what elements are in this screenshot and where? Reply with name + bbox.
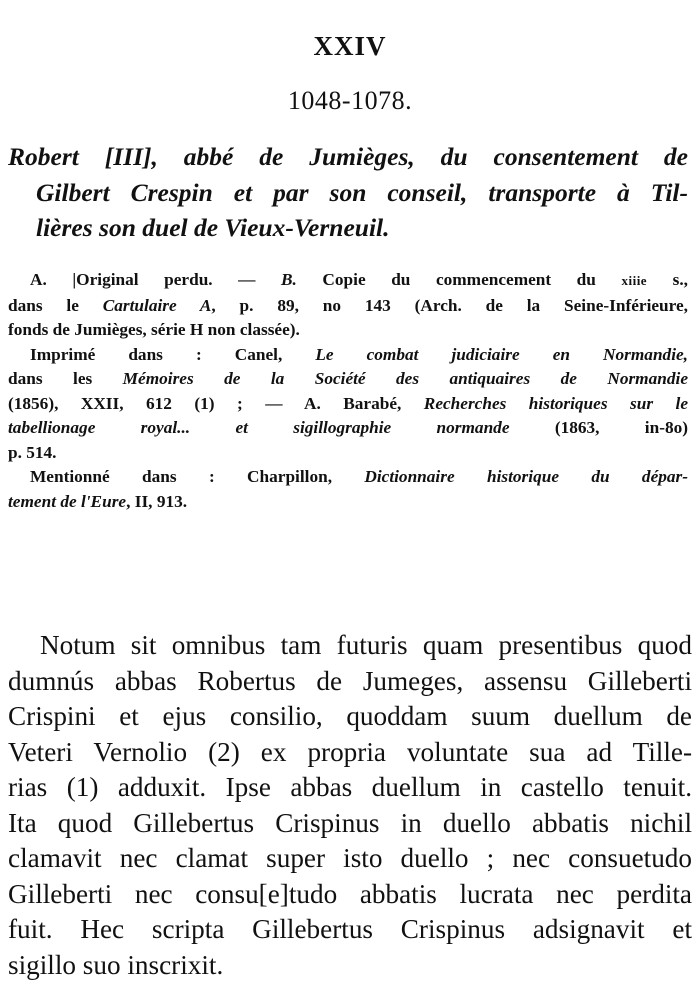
charter-line: Gilleberti nec consu[e]tudo abbatis lucrata nec perdita bbox=[8, 878, 692, 909]
charter-line: fuit. Hec scripta Gillebertus Crispinus adsignavit et bbox=[8, 914, 692, 944]
apparatus-line bbox=[8, 367, 688, 392]
charter-line: Notum sit omnibus tam futuris quam presentibus quod bbox=[40, 630, 692, 660]
charter-line: Ita quod Gillebertus Crispinus in duello abbatis nichil bbox=[8, 807, 692, 838]
charter-date: 1048-1078. bbox=[287, 86, 413, 115]
mentioned-title: Dictionnaire historique du dépar- bbox=[364, 467, 688, 486]
apparatus-line bbox=[8, 392, 688, 417]
apparatus-line bbox=[8, 343, 688, 368]
apparatus-line bbox=[8, 416, 688, 441]
charter-number: XXIV bbox=[313, 31, 387, 61]
summary-line: Gilbert Crespin et par son conseil, transporte à Til- bbox=[36, 177, 688, 207]
charter-line: Crispini et ejus consilio, quoddam suum duellum de bbox=[8, 701, 692, 731]
apparatus-text: Mentionné dans : Charpillon, bbox=[30, 467, 365, 486]
printed-title: tabellionage royal... et sigillographie normande bbox=[8, 418, 510, 437]
apparatus-line bbox=[8, 441, 688, 466]
apparatus-text: Copie du commencement du bbox=[296, 270, 622, 289]
apparatus-text: dans le bbox=[8, 295, 103, 315]
apparatus-text: s., bbox=[647, 270, 689, 289]
charter-line: Veteri Vernolio (2) ex propria voluntate sua ad Tille- bbox=[8, 736, 692, 767]
charter-line: rias (1) adduxit. Ipse abbas duellum in castello tenuit. bbox=[8, 772, 692, 802]
charter-text bbox=[8, 628, 692, 983]
charter-line: dumnús abbas Robertus de Jumeges, assensu Gilleberti bbox=[8, 665, 692, 696]
summary-line: Robert [III], abbé de Jumièges, du consentement de bbox=[8, 142, 688, 171]
source-a: A. |Original perdu. — bbox=[30, 270, 282, 289]
apparatus-text: , p. 89, no 143 (Arch. de la Seine-Inférieure, bbox=[211, 295, 688, 315]
printed-title: Mémoires de la Société des antiquaires de Normandie bbox=[122, 369, 688, 388]
mentioned-title: tement de l'Eure bbox=[8, 491, 127, 511]
printed-title: Le combat judiciaire en Normandie, bbox=[315, 344, 688, 364]
printed-title: Recherches historiques sur le bbox=[423, 393, 688, 413]
apparatus-line bbox=[8, 318, 688, 343]
apparatus-text: (1863, in-8o) bbox=[509, 418, 688, 437]
apparatus-text: , II, 913. bbox=[126, 491, 188, 511]
apparatus-text: dans les bbox=[8, 369, 123, 388]
charter-summary bbox=[8, 139, 688, 246]
charter-line: clamavit nec clamat super isto duello ; nec consuetudo bbox=[8, 843, 692, 873]
cartulaire-title: Cartulaire A bbox=[102, 295, 212, 315]
charter-line: sigillo suo inscrixit. bbox=[8, 949, 224, 980]
summary-line: lières son duel de Vieux-Verneuil. bbox=[36, 213, 390, 242]
apparatus-text: Imprimé dans : Canel, bbox=[30, 344, 316, 364]
apparatus-text: (1856), XXII, 612 (1) ; — A. Barabé, bbox=[8, 393, 424, 413]
source-b-label: B. bbox=[281, 270, 297, 289]
century: xiiie bbox=[621, 273, 648, 288]
critical-apparatus bbox=[8, 268, 688, 514]
apparatus-line bbox=[8, 490, 688, 515]
apparatus-text: p. 514. bbox=[8, 442, 57, 462]
apparatus-line bbox=[8, 465, 688, 490]
apparatus-line bbox=[8, 294, 688, 319]
apparatus-text: fonds de Jumièges, série H non classée). bbox=[8, 320, 300, 339]
apparatus-line bbox=[8, 268, 688, 294]
